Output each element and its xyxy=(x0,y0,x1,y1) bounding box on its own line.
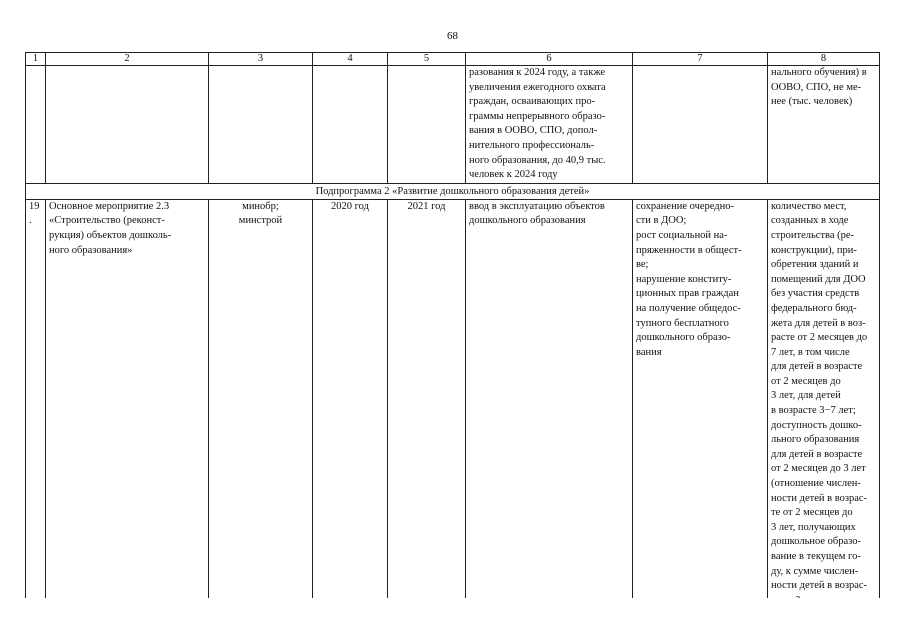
cell-empty xyxy=(209,66,313,184)
column-number-5: 5 xyxy=(388,53,466,66)
subprogram-title: Подпрограмма 2 «Развитие дошкольного образования детей» xyxy=(26,183,880,199)
continuation-result-text: разования к 2024 году, а также увеличения ежегодного охвата граждан, осваивающих про- граммы непрерывного образо- вания в ООВО, СПО, допол- нительного профессиональ- ного образования, до 40,9 тыс. человек к 2024 году xyxy=(466,66,633,184)
end-year: 2021 год xyxy=(388,199,466,609)
column-number-1: 1 xyxy=(26,53,46,66)
column-number-4: 4 xyxy=(313,53,388,66)
consequences-of-non-implementation: сохранение очередно- сти в ДОО; рост социальной на- пряженности в общест- ве; нарушение конститу- ционных прав граждан на получение общедос- тупного бесплатного дошкольного образо- вания xyxy=(633,199,768,609)
column-number-2: 2 xyxy=(46,53,209,66)
cell-empty xyxy=(633,66,768,184)
table-row-19 xyxy=(26,199,880,609)
cell-empty xyxy=(313,66,388,184)
continuation-indicator-text: нального обучения) в ООВО, СПО, не ме- нее (тыс. человек) xyxy=(768,66,880,184)
responsible-executor: минобр; минстрой xyxy=(209,199,313,609)
program-measures-table xyxy=(25,52,880,609)
measure-name: Основное мероприятие 2.3 «Строительство (реконст- рукция) объектов дошколь- ного образования» xyxy=(46,199,209,609)
subprogram-row xyxy=(26,183,880,199)
column-number-3: 3 xyxy=(209,53,313,66)
column-number-6: 6 xyxy=(466,53,633,66)
column-number-7: 7 xyxy=(633,53,768,66)
column-number-row xyxy=(26,53,880,66)
cell-empty xyxy=(46,66,209,184)
row-number: 19. xyxy=(26,199,46,609)
indicators: количество мест, созданных в ходе строительства (ре- конструкции), при- обретения зданий и помещений для ДОО без участия средств федерального бюд- жета для детей в воз- расте от 2 месяцев до 7 лет, в том числе для детей в возрасте от 2 месяцев до 3 лет, для детей в возрасте 3−7 лет; доступность дошко- льного образования для детей в возрасте от 2 месяцев до 3 лет (отношение числен- ности детей в возрас- те от 2 месяцев до 3 лет, получающих дошкольное образо- вание в текущем го- ду, к сумме числен- ности детей в возрас- xyxy=(768,199,880,609)
cell-empty xyxy=(388,66,466,184)
expected-result: ввод в эксплуатацию объектов дошкольного образования xyxy=(466,199,633,609)
table-row-continuation xyxy=(26,66,880,184)
start-year: 2020 год xyxy=(313,199,388,609)
cell-empty xyxy=(26,66,46,184)
page-bottom-margin xyxy=(0,598,905,640)
page-number: 68 xyxy=(447,30,458,42)
column-number-8: 8 xyxy=(768,53,880,66)
